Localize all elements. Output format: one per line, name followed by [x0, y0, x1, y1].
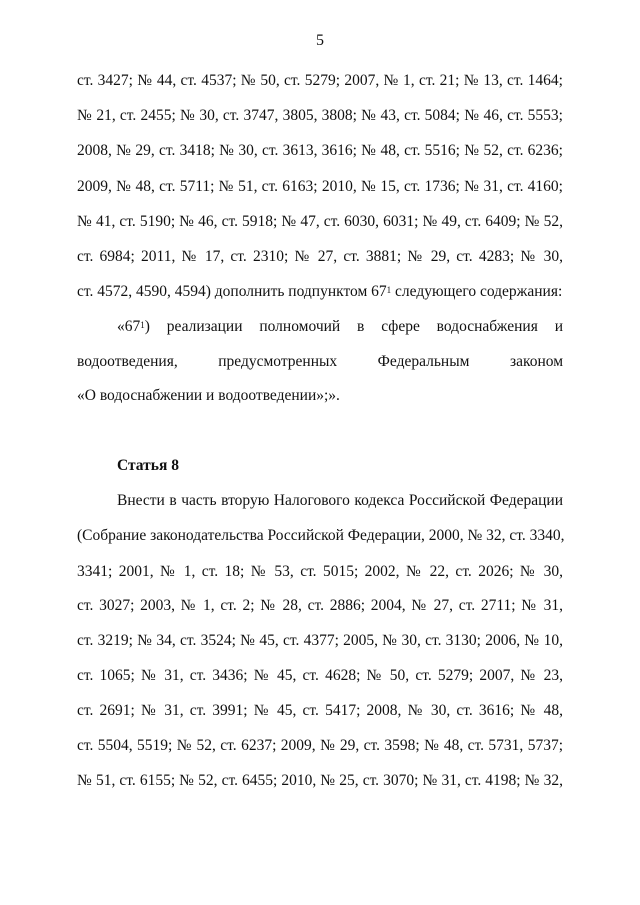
text-line: ст. 3427; № 44, ст. 4537; № 50, ст. 5279; 2007, № 1, ст. 21; № 13, ст. 1464;: [77, 72, 563, 89]
quote-line: [117, 317, 563, 337]
text-line: Внести в часть вторую Налогового кодекса Российской Федерации: [117, 492, 563, 509]
text-fragment: «67: [117, 318, 141, 335]
article-heading: Статья 8: [117, 457, 179, 474]
text-line: 2008, № 29, ст. 3418; № 30, ст. 3613, 3616; № 48, ст. 5516; № 52, ст. 6236;: [77, 142, 563, 159]
text-fragment: ) реализации полномочий в сфере водоснабжения и: [144, 318, 563, 335]
quote-line: водоотведения, предусмотренных Федеральным законом: [77, 353, 563, 370]
text-line: (Собрание законодательства Российской Федерации, 2000, № 32, ст. 3340,: [77, 527, 565, 544]
text-line: ст. 3027; 2003, № 1, ст. 2; № 28, ст. 2886; 2004, № 27, ст. 2711; № 31,: [77, 597, 563, 614]
text-line: ст. 5504, 5519; № 52, ст. 6237; 2009, № 29, ст. 3598; № 48, ст. 5731, 5737;: [77, 737, 563, 754]
text-fragment: ст. 4572, 4590, 4594) дополнить подпунктом 67: [77, 283, 387, 300]
text-line: 2009, № 48, ст. 5711; № 51, ст. 6163; 2010, № 15, ст. 1736; № 31, ст. 4160;: [77, 178, 563, 195]
text-line: 3341; 2001, № 1, ст. 18; № 53, ст. 5015; 2002, № 22, ст. 2026; № 30,: [77, 563, 563, 580]
text-line: ст. 2691; № 31, ст. 3991; № 45, ст. 5417; 2008, № 30, ст. 3616; № 48,: [77, 702, 563, 719]
text-line: № 21, ст. 2455; № 30, ст. 3747, 3805, 3808; № 43, ст. 5084; № 46, ст. 5553;: [77, 107, 563, 124]
text-line: № 51, ст. 6155; № 52, ст. 6455; 2010, № 25, ст. 3070; № 31, ст. 4198; № 32,: [77, 772, 563, 789]
text-line: ст. 3219; № 34, ст. 3524; № 45, ст. 4377; 2005, № 30, ст. 3130; 2006, № 10,: [77, 632, 563, 649]
text-line: ст. 1065; № 31, ст. 3436; № 45, ст. 4628; № 50, ст. 5279; 2007, № 23,: [77, 667, 563, 684]
text-line: [77, 282, 563, 302]
quote-line: «О водоснабжении и водоотведении»;».: [77, 387, 340, 404]
text-fragment: следующего содержания:: [391, 283, 563, 300]
page-number: 5: [316, 32, 324, 49]
text-line: № 41, ст. 5190; № 46, ст. 5918; № 47, ст. 6030, 6031; № 49, ст. 6409; № 52,: [77, 213, 563, 230]
superscript: 1: [140, 320, 145, 330]
superscript: 1: [386, 285, 392, 295]
text-line: ст. 6984; 2011, № 17, ст. 2310; № 27, ст. 3881; № 29, ст. 4283; № 30,: [77, 248, 563, 265]
